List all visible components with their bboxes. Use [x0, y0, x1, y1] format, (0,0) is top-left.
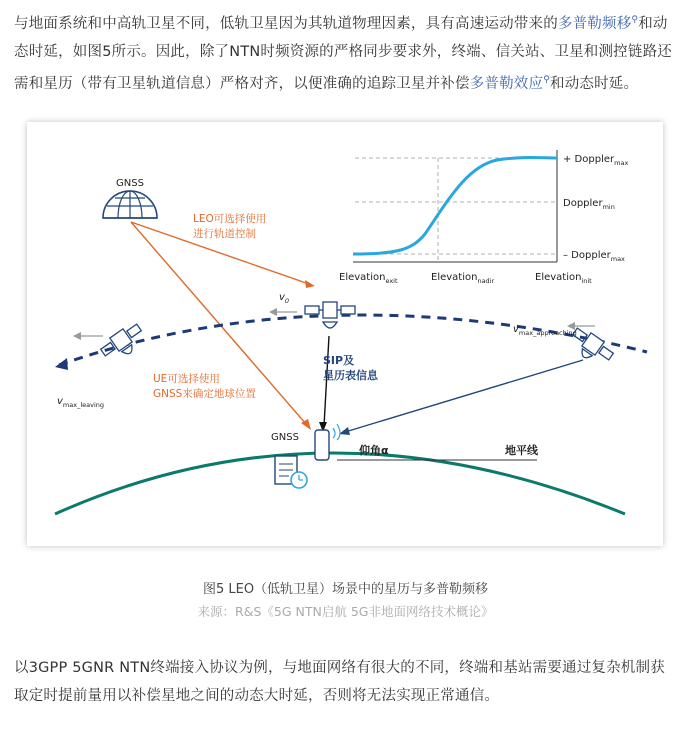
sat-to-ue-link — [345, 360, 583, 432]
intro-text-1: 与地面系统和中高轨卫星不同，低轨卫星因为其轨道物理因素，具有高速运动带来的 — [14, 15, 558, 32]
sib-label-line2: 星历表信息 — [323, 369, 378, 382]
elevation-exit-label: Elevation$_{exit}$ — [339, 272, 398, 285]
figure-source: 来源：R&S《5G NTN启航 5G非地面网络技术概论》 — [197, 604, 494, 619]
ue-phone-icon — [315, 430, 329, 460]
doppler-chart — [339, 150, 628, 285]
leo-figure — [27, 122, 663, 546]
ue-note-line1: UE可选择使用 — [153, 373, 220, 385]
leo-diagram — [27, 122, 663, 546]
search-icon[interactable]: ⚲ — [543, 74, 550, 85]
v0-label: $v_0$ — [279, 292, 290, 305]
intro-paragraph — [14, 6, 676, 98]
ue-note-line2: GNSS来确定地球位置 — [153, 388, 256, 400]
orbit-arrowhead — [55, 358, 68, 370]
satellite-left-icon — [98, 321, 148, 366]
doppler-minus-label: – Doppler$_{max}$ — [563, 250, 625, 263]
gnss-receiver-icon — [275, 456, 307, 488]
leo-note-line2: 进行轨道控制 — [193, 228, 256, 240]
elevation-nadir-label: Elevation$_{nadir}$ — [431, 272, 495, 285]
elevation-init-label: Elevation$_{init}$ — [535, 272, 592, 285]
doppler-curve — [353, 158, 557, 255]
search-icon[interactable]: ⚲ — [631, 15, 639, 25]
intro-text-3: 和动态时延。 — [550, 75, 639, 92]
gnss-globe-icon — [103, 178, 157, 245]
signal-icon — [333, 428, 335, 438]
v-leaving-label: $v_{max\_leaving}$ — [57, 396, 105, 409]
earth-surface — [55, 453, 625, 514]
v-approaching-label: $v_{max\_approaching}$ — [513, 324, 577, 337]
gnss-top-label: GNSS — [116, 178, 144, 189]
gnss-bottom-label: GNSS — [271, 432, 299, 443]
doppler-plus-label: + Doppler$_{max}$ — [563, 154, 629, 167]
doppler-shift-link[interactable]: 多普勒频移 — [557, 15, 632, 32]
sib-label-line1: SIP及 — [323, 354, 355, 367]
horizon-label: 地平线 — [505, 444, 538, 457]
outro-paragraph: 以3GPP 5GNR NTN终端接入协议为例，与地面网络有很大的不同，终端和基站需要通过复杂机制获取定时提前量用以补偿星地之间的动态大时延，否则将无法实现正常通信。 — [14, 660, 665, 704]
doppler-min-label: Doppler$_{min}$ — [563, 198, 615, 211]
doppler-effect-link[interactable]: 多普勒效应 — [469, 75, 544, 92]
intro-text-2: 和动态时延，如图5所示。因此，除了NTN时频资源的严格同步要求外，终端、信关站、卫星和测控链路还需和星历（带有卫星轨道信息）严格对齐，以便准确的追踪卫星并补偿 — [14, 15, 672, 92]
leo-note-line1: LEO可选择使用 — [193, 213, 267, 225]
elevation-angle-label: 仰角α — [359, 444, 389, 457]
figure-caption: 图5 LEO（低轨卫星）场景中的星历与多普勒频移 — [202, 582, 489, 597]
